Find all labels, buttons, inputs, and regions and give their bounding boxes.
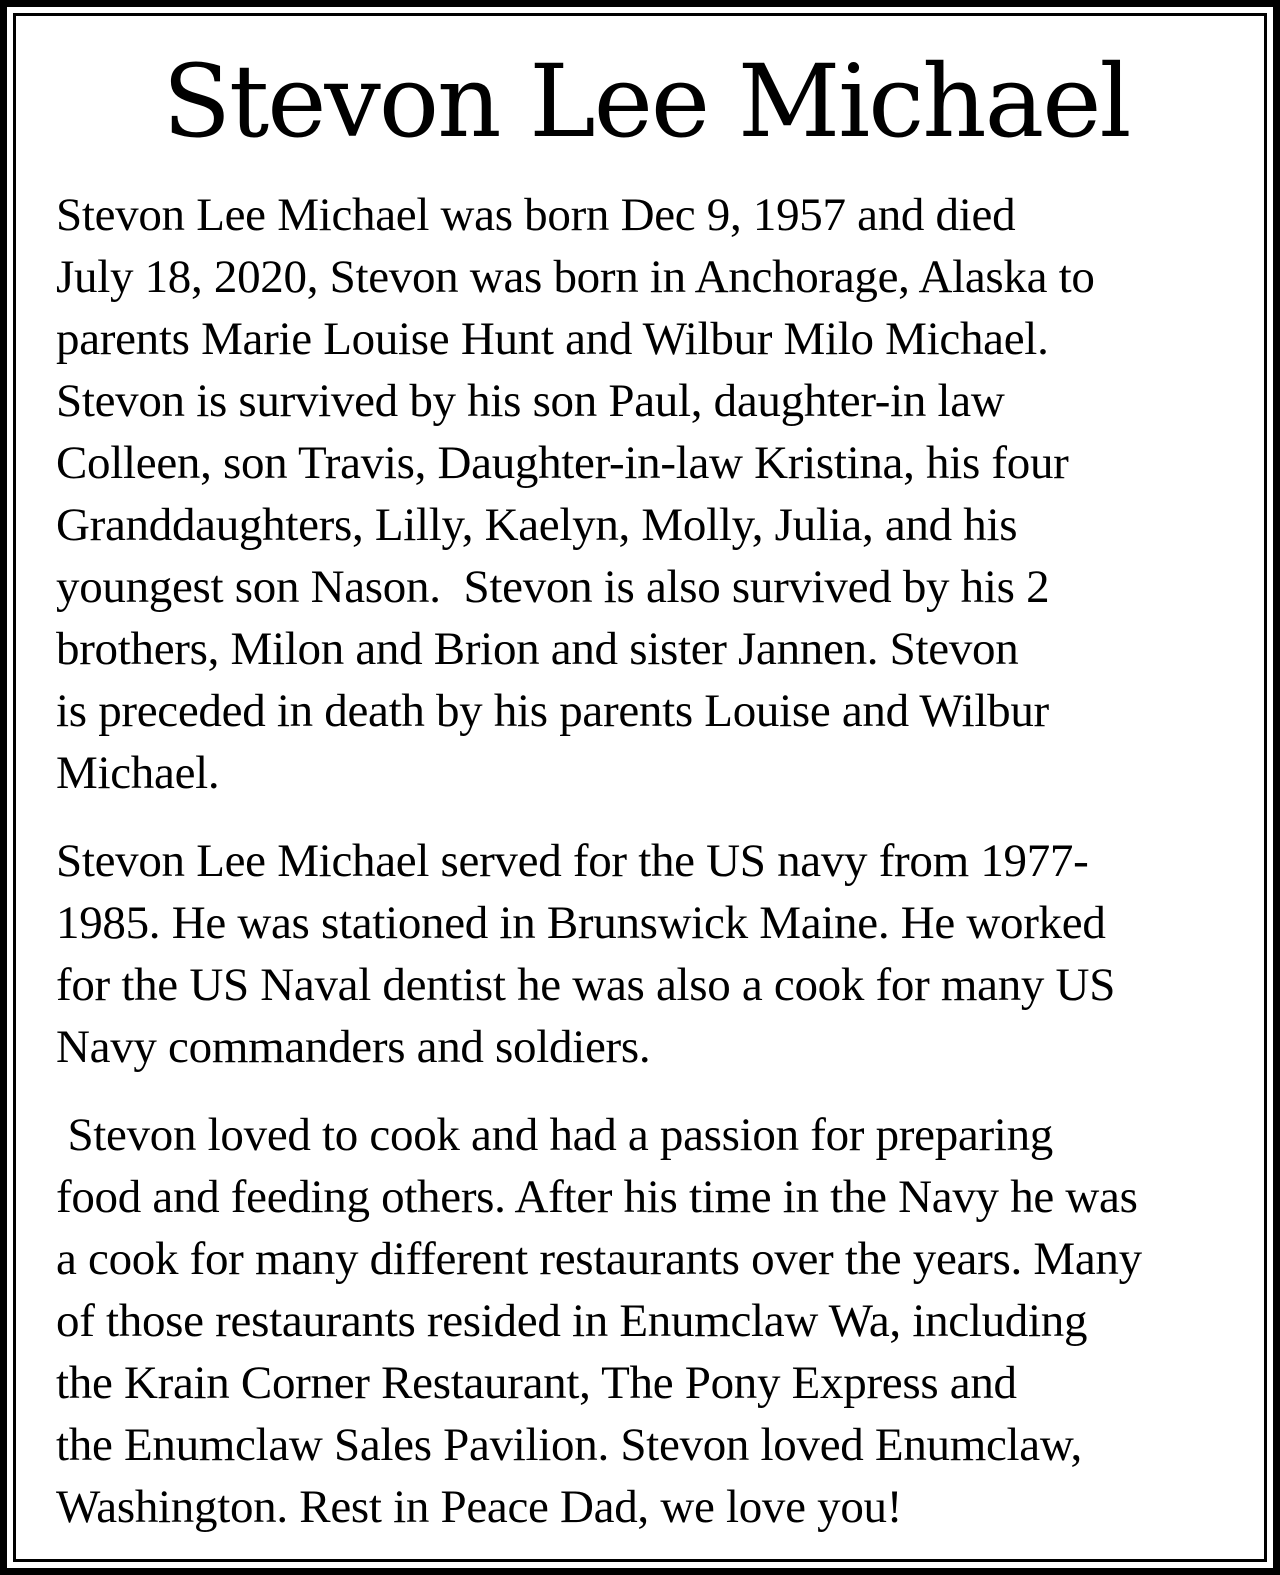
obituary-text-line: Michael.	[56, 747, 220, 799]
obituary-text-line: Navy commanders and soldiers.	[56, 1021, 651, 1073]
obituary-text-line: Stevon loved to cook and had a passion for preparing	[56, 1109, 1053, 1161]
obituary-paragraph-navy	[56, 830, 1236, 1078]
obituary-text-line: Stevon Lee Michael was born Dec 9, 1957 and died	[56, 189, 1016, 241]
obituary-text-line: for the US Naval dentist he was also a cook for many US	[56, 959, 1116, 1011]
obituary-text-line: a cook for many different restaurants over the years. Many	[56, 1233, 1142, 1285]
obituary-text-line: parents Marie Louise Hunt and Wilbur Milo Michael.	[56, 313, 1049, 365]
obituary-text-line: is preceded in death by his parents Louise and Wilbur	[56, 685, 1049, 737]
obituary-paragraph-cooking	[56, 1104, 1236, 1538]
obituary-text-line: July 18, 2020, Stevon was born in Anchorage, Alaska to	[56, 251, 1095, 303]
obituary-text-line: brothers, Milon and Brion and sister Jannen. Stevon	[56, 623, 1019, 675]
obituary-text-line: of those restaurants resided in Enumclaw Wa, including	[56, 1295, 1088, 1347]
obituary-body	[56, 184, 1236, 1538]
inner-frame	[13, 13, 1267, 1562]
obituary-text-line: the Krain Corner Restaurant, The Pony Express and	[56, 1357, 1017, 1409]
obituary-paragraph-family	[56, 184, 1236, 804]
obituary-text-line: 1985. He was stationed in Brunswick Maine. He worked	[56, 897, 1106, 949]
obituary-text-line: Colleen, son Travis, Daughter-in-law Kristina, his four	[56, 437, 1069, 489]
obituary-text-line: Stevon is survived by his son Paul, daughter-in law	[56, 375, 1005, 427]
obituary-text-line: youngest son Nason. Stevon is also survived by his 2	[56, 561, 1050, 613]
obituary-title: Stevon Lee Michael	[162, 43, 1130, 160]
obituary-text-line: the Enumclaw Sales Pavilion. Stevon loved Enumclaw,	[56, 1419, 1082, 1471]
obituary-text-line: food and feeding others. After his time in the Navy he was	[56, 1171, 1138, 1223]
obituary-text-line: Stevon Lee Michael served for the US navy from 1977-	[56, 835, 1089, 887]
obituary-text-line: Granddaughters, Lilly, Kaelyn, Molly, Julia, and his	[56, 499, 1018, 551]
obituary-text-line: Washington. Rest in Peace Dad, we love you!	[56, 1481, 903, 1533]
